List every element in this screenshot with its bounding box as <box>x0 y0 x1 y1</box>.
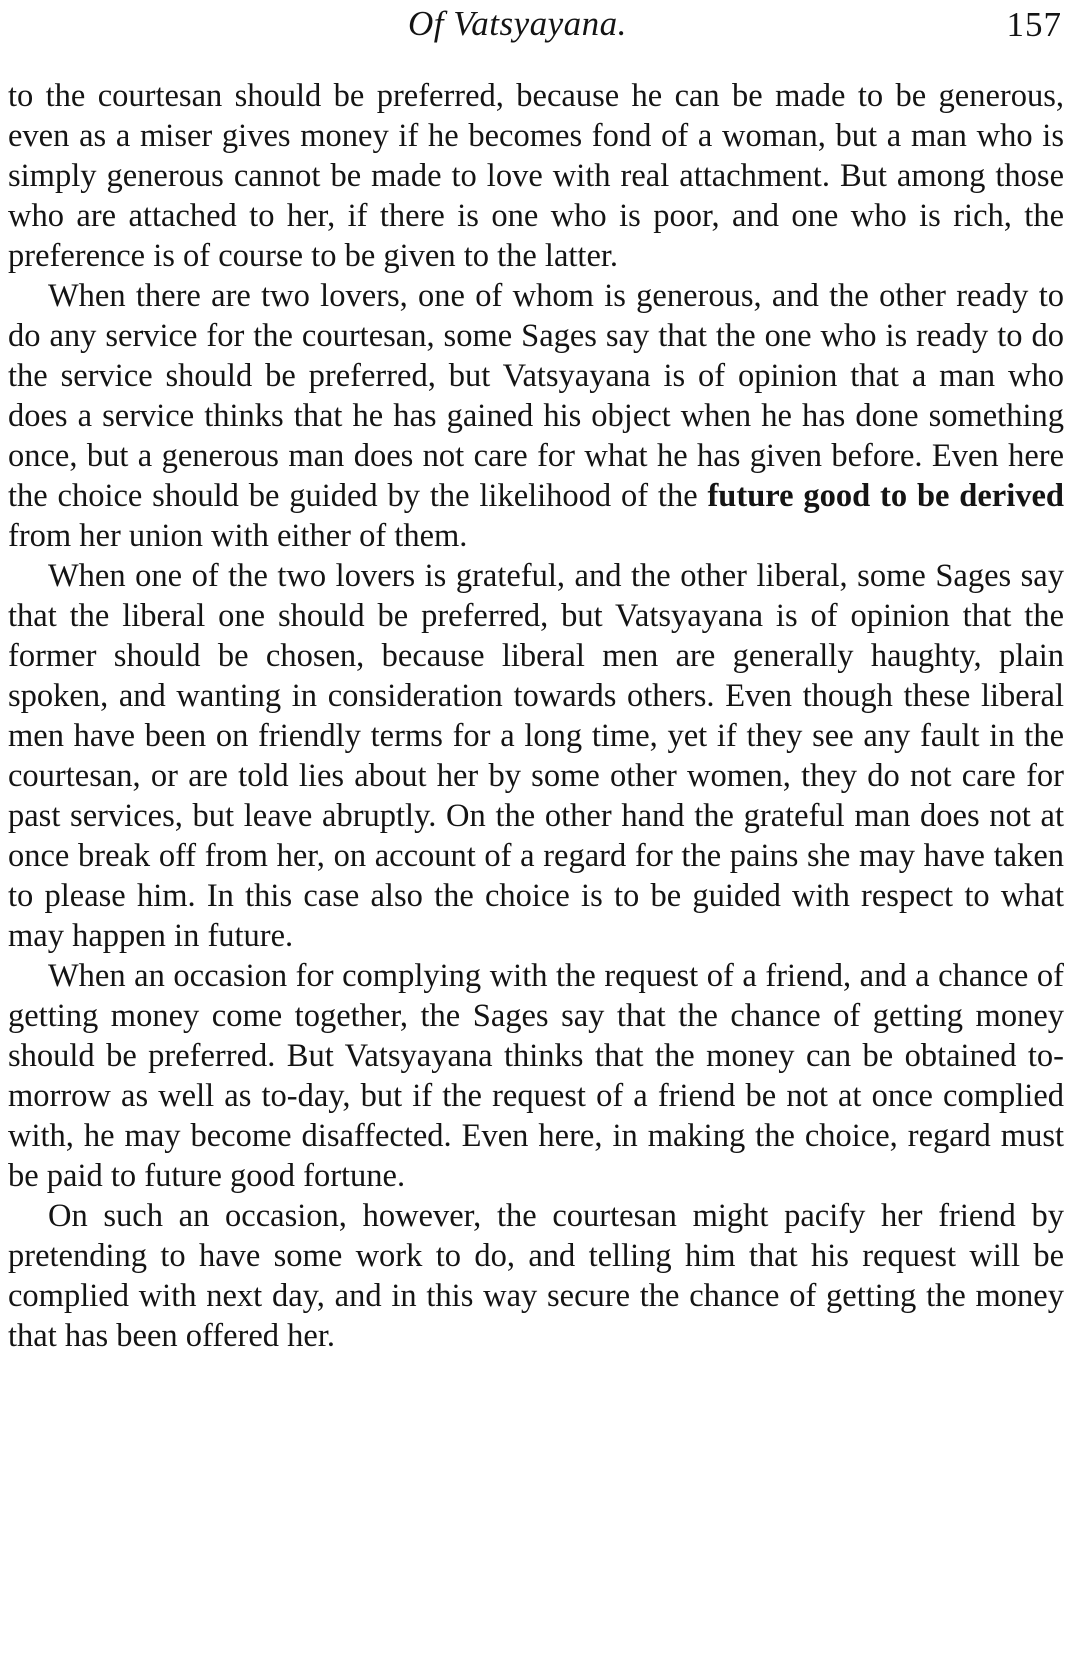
paragraph-friend-vs-money: When an occasion for complying with the request of a friend, and a chance of getting money come together, the Sages say that the chance of getting money should be preferred. But Vatsyayana thinks that the money can be obtained to-morrow as well as to-day, but if the request of a friend be not at once complied with, he may become disaffected. Even here, in making the choice, regard must be paid to future good fortune. <box>8 958 1064 1194</box>
paragraph-pacify-friend: On such an occasion, however, the courtesan might pacify her friend by pretending to have some work to do, and telling him that his request will be complied with next day, and in this way secure the chance of getting the money that has been offered her. <box>8 1198 1064 1354</box>
paragraph-generous-vs-service <box>8 276 1064 556</box>
body-text <box>8 76 1064 1356</box>
paragraph-text: When there are two lovers, one of whom is generous, and the other ready to do any service for the courtesan, some Sages say that the one who is ready to do the service should be preferred, but Vatsyayana is of opinion that a man who does a service thinks that he has gained his object when he has done something once, but a generous man does not care for what he has given before. Even here the choice should be guided by the likelihood of the <box>8 278 1064 514</box>
paragraph-continuation: to the courtesan should be preferred, because he can be made to be generous, even as a miser gives money if he becomes fond of a woman, but a man who is simply generous cannot be made to love with real attachment. But among those who are attached to her, if there is one who is poor, and one who is rich, the preference is of course to be given to the latter. <box>8 78 1064 274</box>
running-title: Of Vatsyayana. <box>408 4 627 43</box>
running-head <box>0 2 1072 52</box>
emphasized-phrase: future good to be derived <box>707 478 1064 514</box>
page-number: 157 <box>1006 5 1062 44</box>
paragraph-grateful-vs-liberal: When one of the two lovers is grateful, and the other liberal, some Sages say that the liberal one should be preferred, but Vatsyayana is of opinion that the former should be chosen, because liberal men are generally haughty, plain spoken, and wanting in consideration towards others. Even though these liberal men have been on friendly terms for a long time, yet if they see any fault in the courtesan, or are told lies about her by some other women, they do not care for past services, but leave abruptly. On the other hand the grateful man does not at once break off from her, on account of a regard for the pains she may have taken to please him. In this case also the choice is to be guided with respect to what may happen in future. <box>8 558 1064 954</box>
paragraph-text: from her union with either of them. <box>8 518 468 554</box>
